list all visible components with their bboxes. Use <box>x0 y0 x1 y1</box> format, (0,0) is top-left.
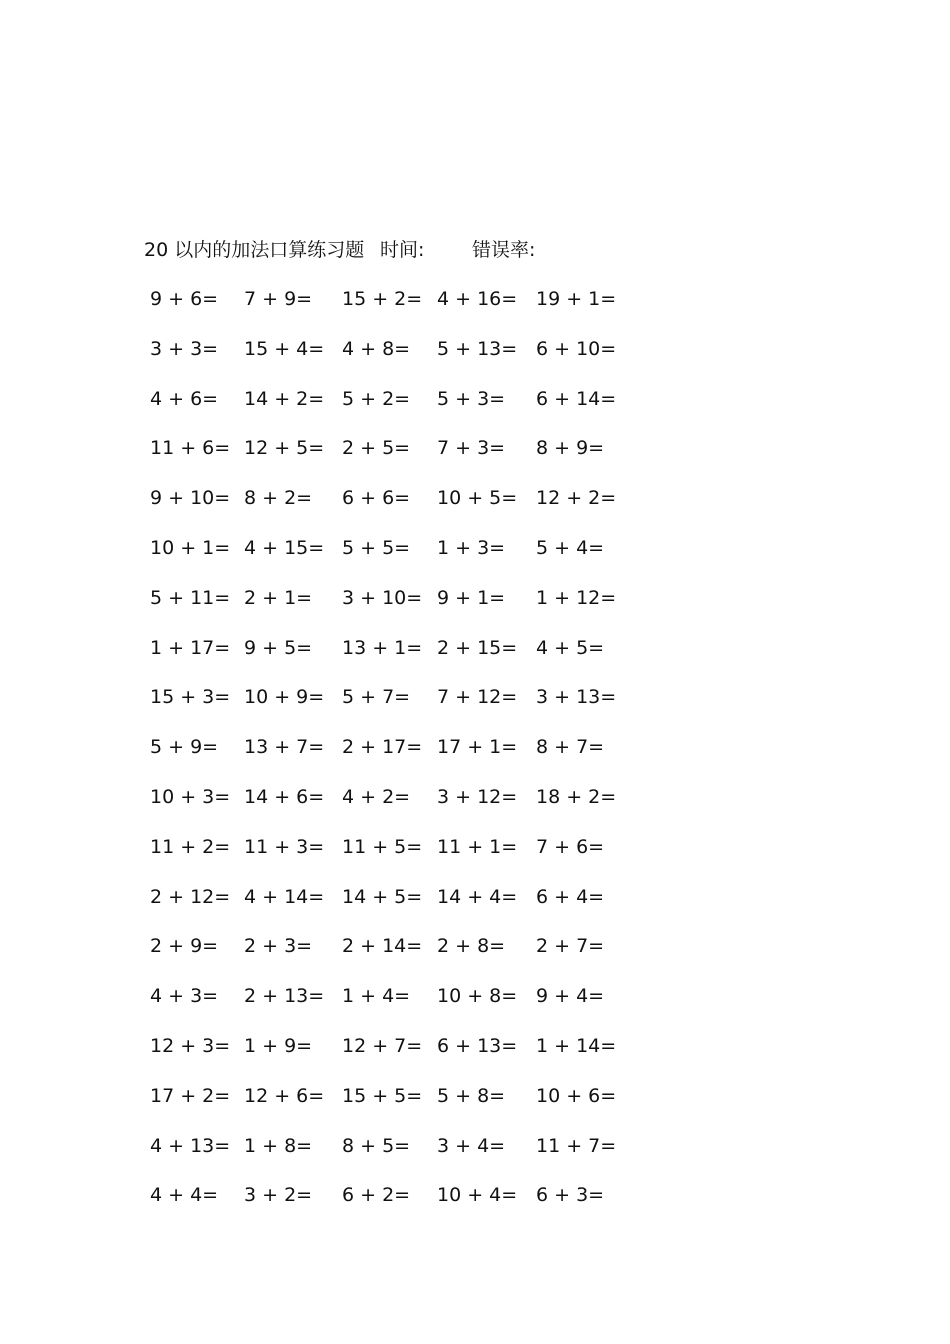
addition-problem: 10 + 1= <box>150 537 231 559</box>
addition-problem: 6 + 14= <box>536 387 617 410</box>
addition-problem: 2 + 9= <box>150 935 219 958</box>
addition-problem: 14 + 5= <box>342 885 423 908</box>
addition-problem: 8 + 7= <box>536 736 605 759</box>
addition-problem: 2 + 12= <box>150 885 231 908</box>
problem-row <box>0 732 950 762</box>
addition-problem: 5 + 3= <box>437 387 506 410</box>
addition-problem: 10 + 6= <box>536 1084 617 1107</box>
addition-problem: 6 + 4= <box>536 885 605 908</box>
addition-problem: 11 + 1= <box>437 835 518 858</box>
addition-problem: 11 + 2= <box>150 835 231 858</box>
problem-row <box>0 433 950 463</box>
addition-problem: 3 + 12= <box>437 786 518 808</box>
addition-problem: 5 + 11= <box>150 586 231 609</box>
addition-problem: 5 + 13= <box>437 337 518 360</box>
addition-problem: 3 + 13= <box>536 686 617 709</box>
addition-problem: 11 + 7= <box>536 1134 617 1157</box>
problem-row <box>0 1031 950 1061</box>
addition-problem: 1 + 14= <box>536 1035 617 1057</box>
problem-row <box>0 284 950 314</box>
addition-problem: 9 + 1= <box>437 586 506 609</box>
problem-row <box>0 583 950 613</box>
addition-problem: 13 + 7= <box>244 736 325 759</box>
addition-problem: 9 + 10= <box>150 487 231 510</box>
addition-problem: 9 + 5= <box>244 636 313 659</box>
addition-problem: 4 + 5= <box>536 636 605 659</box>
addition-problem: 6 + 10= <box>536 337 617 360</box>
addition-problem: 11 + 5= <box>342 835 423 858</box>
addition-problem: 3 + 10= <box>342 586 423 609</box>
addition-problem: 4 + 15= <box>244 537 325 559</box>
addition-problem: 3 + 4= <box>437 1134 506 1157</box>
addition-problem: 1 + 17= <box>150 636 231 659</box>
worksheet-title: 20 以内的加法口算练习题 <box>144 239 365 261</box>
addition-problem: 15 + 3= <box>150 686 231 709</box>
addition-problem: 4 + 4= <box>150 1184 219 1207</box>
addition-problem: 2 + 13= <box>244 985 325 1008</box>
addition-problem: 7 + 3= <box>437 437 506 460</box>
addition-problem: 2 + 15= <box>437 636 518 659</box>
addition-problem: 10 + 3= <box>150 786 231 808</box>
addition-problem: 2 + 3= <box>244 935 313 958</box>
addition-problem: 1 + 4= <box>342 985 411 1008</box>
problem-row <box>0 633 950 663</box>
addition-problem: 7 + 6= <box>536 835 605 858</box>
addition-problem: 10 + 8= <box>437 985 518 1008</box>
addition-problem: 14 + 6= <box>244 786 325 808</box>
addition-problem: 4 + 3= <box>150 985 219 1008</box>
addition-problem: 11 + 6= <box>150 437 231 460</box>
problem-row <box>0 832 950 862</box>
addition-problem: 7 + 9= <box>244 288 313 310</box>
addition-problem: 2 + 8= <box>437 935 506 958</box>
addition-problem: 17 + 2= <box>150 1084 231 1107</box>
addition-problem: 3 + 3= <box>150 337 219 360</box>
addition-problem: 6 + 13= <box>437 1035 518 1057</box>
addition-problem: 6 + 6= <box>342 487 411 510</box>
addition-problem: 8 + 5= <box>342 1134 411 1157</box>
addition-problem: 1 + 12= <box>536 586 617 609</box>
addition-problem: 8 + 9= <box>536 437 605 460</box>
problem-row <box>0 1131 950 1161</box>
addition-problem: 12 + 6= <box>244 1084 325 1107</box>
addition-problem: 15 + 4= <box>244 337 325 360</box>
addition-problem: 9 + 4= <box>536 985 605 1008</box>
time-label: 时间: <box>380 239 425 261</box>
addition-problem: 7 + 12= <box>437 686 518 709</box>
addition-problem: 10 + 5= <box>437 487 518 510</box>
addition-problem: 5 + 8= <box>437 1084 506 1107</box>
addition-problem: 13 + 1= <box>342 636 423 659</box>
error-rate-label: 错误率: <box>472 239 536 261</box>
addition-problem: 12 + 3= <box>150 1035 231 1057</box>
problem-row <box>0 533 950 563</box>
addition-problem: 1 + 9= <box>244 1035 313 1057</box>
addition-problem: 4 + 6= <box>150 387 219 410</box>
addition-problem: 10 + 4= <box>437 1184 518 1207</box>
addition-problem: 15 + 5= <box>342 1084 423 1107</box>
addition-problem: 4 + 16= <box>437 288 518 310</box>
problem-row <box>0 483 950 513</box>
addition-problem: 6 + 3= <box>536 1184 605 1207</box>
addition-problem: 5 + 4= <box>536 537 605 559</box>
addition-problem: 3 + 2= <box>244 1184 313 1207</box>
addition-problem: 14 + 2= <box>244 387 325 410</box>
addition-problem: 10 + 9= <box>244 686 325 709</box>
addition-problem: 2 + 7= <box>536 935 605 958</box>
addition-problem: 5 + 2= <box>342 387 411 410</box>
problem-row <box>0 882 950 912</box>
addition-problem: 1 + 8= <box>244 1134 313 1157</box>
addition-problem: 6 + 2= <box>342 1184 411 1207</box>
addition-problem: 5 + 9= <box>150 736 219 759</box>
problem-row <box>0 782 950 812</box>
addition-problem: 5 + 7= <box>342 686 411 709</box>
problem-row <box>0 981 950 1011</box>
problem-row <box>0 1081 950 1111</box>
addition-problem: 4 + 8= <box>342 337 411 360</box>
addition-problem: 4 + 13= <box>150 1134 231 1157</box>
addition-problem: 12 + 2= <box>536 487 617 510</box>
addition-problem: 11 + 3= <box>244 835 325 858</box>
addition-problem: 4 + 14= <box>244 885 325 908</box>
addition-problem: 19 + 1= <box>536 288 617 310</box>
addition-problem: 2 + 17= <box>342 736 423 759</box>
problem-row <box>0 384 950 414</box>
addition-problem: 14 + 4= <box>437 885 518 908</box>
addition-problem: 12 + 5= <box>244 437 325 460</box>
addition-problem: 17 + 1= <box>437 736 518 759</box>
addition-problem: 4 + 2= <box>342 786 411 808</box>
addition-problem: 2 + 1= <box>244 586 313 609</box>
addition-problem: 15 + 2= <box>342 288 423 310</box>
addition-problem: 12 + 7= <box>342 1035 423 1057</box>
addition-problem: 1 + 3= <box>437 537 506 559</box>
problem-row <box>0 1180 950 1210</box>
addition-problem: 9 + 6= <box>150 288 219 310</box>
addition-problem: 2 + 5= <box>342 437 411 460</box>
problem-row <box>0 334 950 364</box>
problem-row <box>0 931 950 961</box>
addition-problem: 5 + 5= <box>342 537 411 559</box>
addition-problem: 2 + 14= <box>342 935 423 958</box>
problem-row <box>0 682 950 712</box>
addition-problem: 18 + 2= <box>536 786 617 808</box>
addition-problem: 8 + 2= <box>244 487 313 510</box>
